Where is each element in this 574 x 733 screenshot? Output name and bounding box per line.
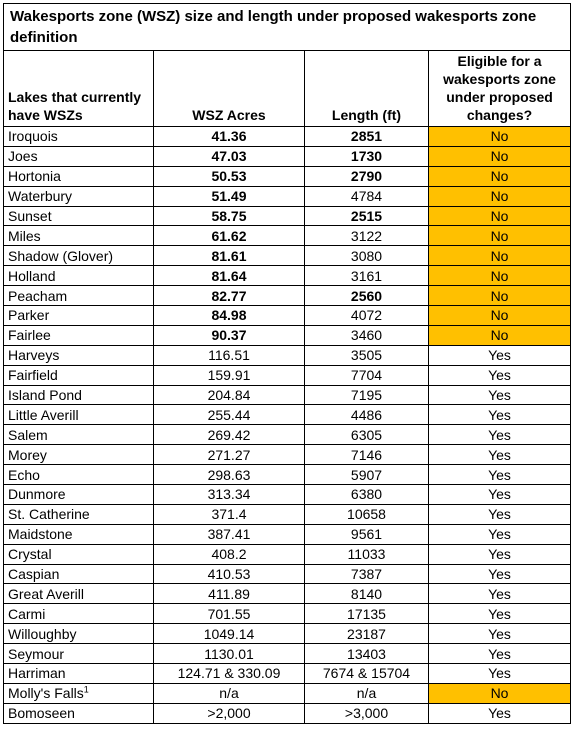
eligible-cell: Yes [429, 524, 571, 544]
lake-name: Morey [8, 446, 47, 463]
lake-name-cell [4, 584, 154, 604]
eligible-cell: Yes [429, 465, 571, 485]
header-row [4, 51, 571, 127]
eligible-cell: No [429, 683, 571, 703]
eligible-cell: Yes [429, 425, 571, 445]
acres-cell: 116.51 [154, 345, 305, 365]
length-cell: 7704 [305, 365, 429, 385]
lake-name-cell [4, 246, 154, 266]
eligible-cell: Yes [429, 644, 571, 664]
lake-name-cell [4, 524, 154, 544]
acres-cell: 41.36 [154, 127, 305, 147]
acres-cell: 1049.14 [154, 624, 305, 644]
length-cell: 6380 [305, 485, 429, 505]
lake-name-cell [4, 604, 154, 624]
lake-name: Seymour [8, 645, 65, 662]
lake-name: Fairlee [8, 327, 51, 344]
eligible-cell: Yes [429, 445, 571, 465]
lake-name: Fairfield [8, 367, 58, 384]
lake-name-cell [4, 703, 154, 723]
wsz-table [3, 3, 571, 724]
table-row [4, 345, 571, 365]
lake-name-cell [4, 664, 154, 684]
lake-name: Joes [8, 148, 38, 165]
table-row [4, 504, 571, 524]
lake-name-cell [4, 683, 154, 703]
table-row [4, 365, 571, 385]
eligible-cell: Yes [429, 624, 571, 644]
header-eligible: Eligible for a wakesports zone under proposed changes? [429, 51, 571, 127]
table-row [4, 624, 571, 644]
lake-name-cell [4, 286, 154, 306]
table-row [4, 266, 571, 286]
length-cell: 5907 [305, 465, 429, 485]
footnote-mark: 1 [83, 684, 89, 695]
eligible-cell: Yes [429, 504, 571, 524]
lake-name: Bomoseen [8, 705, 75, 722]
acres-cell: 269.42 [154, 425, 305, 445]
acres-cell: 51.49 [154, 186, 305, 206]
header-acres: WSZ Acres [154, 51, 305, 127]
length-cell: 3080 [305, 246, 429, 266]
lake-name: Harriman [8, 665, 66, 682]
length-cell: 7146 [305, 445, 429, 465]
eligible-cell: No [429, 325, 571, 345]
table-row [4, 465, 571, 485]
table-row [4, 385, 571, 405]
acres-cell: 701.55 [154, 604, 305, 624]
document-page [3, 3, 570, 724]
table-row [4, 325, 571, 345]
lake-name-cell [4, 425, 154, 445]
eligible-cell: No [429, 226, 571, 246]
lake-name: Peacham [8, 287, 68, 304]
table-row [4, 584, 571, 604]
lake-name-cell [4, 206, 154, 226]
table-row [4, 703, 571, 723]
lake-name-cell [4, 146, 154, 166]
table-row [4, 206, 571, 226]
table-row [4, 445, 571, 465]
lake-name: Maidstone [8, 526, 73, 543]
table-row [4, 425, 571, 445]
lake-name-cell [4, 644, 154, 664]
lake-name-cell [4, 166, 154, 186]
acres-cell: n/a [154, 683, 305, 703]
length-cell: 1730 [305, 146, 429, 166]
table-title: Wakesports zone (WSZ) size and length under proposed wakesports zone definition [4, 4, 571, 51]
lake-name: Molly's Falls [8, 685, 84, 702]
length-cell: 4072 [305, 306, 429, 326]
acres-cell: 204.84 [154, 385, 305, 405]
eligible-cell: Yes [429, 345, 571, 365]
length-cell: 6305 [305, 425, 429, 445]
eligible-cell: Yes [429, 365, 571, 385]
lake-name: Dunmore [8, 486, 66, 503]
acres-cell: >2,000 [154, 703, 305, 723]
acres-cell: 298.63 [154, 465, 305, 485]
eligible-cell: No [429, 206, 571, 226]
lake-name-cell [4, 226, 154, 246]
acres-cell: 1130.01 [154, 644, 305, 664]
lake-name-cell [4, 504, 154, 524]
lake-name-cell [4, 624, 154, 644]
length-cell: 13403 [305, 644, 429, 664]
lake-name: Salem [8, 426, 48, 443]
length-cell: 4486 [305, 405, 429, 425]
lake-name: St. Catherine [8, 506, 90, 523]
table-row [4, 146, 571, 166]
acres-cell: 159.91 [154, 365, 305, 385]
lake-name: Hortonia [8, 168, 61, 185]
length-cell: 11033 [305, 544, 429, 564]
eligible-cell: Yes [429, 604, 571, 624]
lake-name-cell [4, 564, 154, 584]
eligible-cell: No [429, 146, 571, 166]
lake-name-cell [4, 445, 154, 465]
lake-name-cell [4, 544, 154, 564]
header-length: Length (ft) [305, 51, 429, 127]
acres-cell: 124.71 & 330.09 [154, 664, 305, 684]
acres-cell: 61.62 [154, 226, 305, 246]
table-row [4, 405, 571, 425]
eligible-cell: No [429, 246, 571, 266]
length-cell: 2790 [305, 166, 429, 186]
length-cell: >3,000 [305, 703, 429, 723]
lake-name: Echo [8, 466, 40, 483]
length-cell: 7195 [305, 385, 429, 405]
table-row [4, 226, 571, 246]
acres-cell: 313.34 [154, 485, 305, 505]
length-cell: 3161 [305, 266, 429, 286]
table-row [4, 664, 571, 684]
table-row [4, 524, 571, 544]
length-cell: 23187 [305, 624, 429, 644]
length-cell: 3122 [305, 226, 429, 246]
lake-name: Shadow (Glover) [8, 247, 114, 264]
length-cell: n/a [305, 683, 429, 703]
eligible-cell: Yes [429, 664, 571, 684]
acres-cell: 81.61 [154, 246, 305, 266]
eligible-cell: Yes [429, 584, 571, 604]
eligible-cell: No [429, 286, 571, 306]
acres-cell: 271.27 [154, 445, 305, 465]
eligible-cell: No [429, 127, 571, 147]
lake-name: Little Averill [8, 406, 79, 423]
length-cell: 2515 [305, 206, 429, 226]
acres-cell: 50.53 [154, 166, 305, 186]
lake-name-cell [4, 127, 154, 147]
acres-cell: 371.4 [154, 504, 305, 524]
acres-cell: 410.53 [154, 564, 305, 584]
eligible-cell: Yes [429, 564, 571, 584]
lake-name-cell [4, 306, 154, 326]
table-row [4, 564, 571, 584]
eligible-cell: No [429, 166, 571, 186]
table-row [4, 286, 571, 306]
length-cell: 4784 [305, 186, 429, 206]
lake-name-cell [4, 325, 154, 345]
lake-name: Caspian [8, 566, 60, 583]
acres-cell: 81.64 [154, 266, 305, 286]
lake-name-cell [4, 186, 154, 206]
table-row [4, 246, 571, 266]
table-row [4, 485, 571, 505]
lake-name-cell [4, 345, 154, 365]
lake-name-cell [4, 385, 154, 405]
eligible-cell: Yes [429, 544, 571, 564]
length-cell: 9561 [305, 524, 429, 544]
table-row [4, 544, 571, 564]
eligible-cell: Yes [429, 405, 571, 425]
length-cell: 10658 [305, 504, 429, 524]
lake-name: Waterbury [8, 188, 73, 205]
lake-name: Island Pond [8, 387, 82, 404]
lake-name: Crystal [8, 546, 52, 563]
length-cell: 3460 [305, 325, 429, 345]
table-row [4, 683, 571, 703]
lake-name: Miles [8, 227, 41, 244]
table-body [4, 127, 571, 724]
acres-cell: 84.98 [154, 306, 305, 326]
lake-name: Sunset [8, 208, 52, 224]
acres-cell: 408.2 [154, 544, 305, 564]
length-cell: 7387 [305, 564, 429, 584]
lake-name: Willoughby [8, 625, 77, 642]
acres-cell: 387.41 [154, 524, 305, 544]
lake-name: Iroquois [8, 128, 58, 145]
lake-name: Carmi [8, 605, 46, 622]
lake-name-cell [4, 266, 154, 286]
length-cell: 17135 [305, 604, 429, 624]
eligible-cell: No [429, 306, 571, 326]
lake-name-cell [4, 365, 154, 385]
lake-name: Great Averill [8, 585, 84, 602]
length-cell: 2560 [305, 286, 429, 306]
acres-cell: 90.37 [154, 325, 305, 345]
lake-name-cell [4, 465, 154, 485]
acres-cell: 47.03 [154, 146, 305, 166]
length-cell: 8140 [305, 584, 429, 604]
eligible-cell: Yes [429, 703, 571, 723]
length-cell: 7674 & 15704 [305, 664, 429, 684]
eligible-cell: No [429, 186, 571, 206]
lake-name-cell [4, 485, 154, 505]
acres-cell: 82.77 [154, 286, 305, 306]
acres-cell: 58.75 [154, 206, 305, 226]
table-row [4, 604, 571, 624]
length-cell: 2851 [305, 127, 429, 147]
table-row [4, 644, 571, 664]
eligible-cell: Yes [429, 385, 571, 405]
lake-name: Harveys [8, 347, 60, 364]
table-row [4, 186, 571, 206]
acres-cell: 411.89 [154, 584, 305, 604]
header-lake: Lakes that currently have WSZs [4, 51, 154, 127]
eligible-cell: No [429, 266, 571, 286]
lake-name: Holland [8, 267, 56, 284]
lake-name-cell [4, 405, 154, 425]
table-row [4, 306, 571, 326]
acres-cell: 255.44 [154, 405, 305, 425]
table-row [4, 166, 571, 186]
length-cell: 3505 [305, 345, 429, 365]
table-row [4, 127, 571, 147]
eligible-cell: Yes [429, 485, 571, 505]
lake-name: Parker [8, 307, 50, 324]
